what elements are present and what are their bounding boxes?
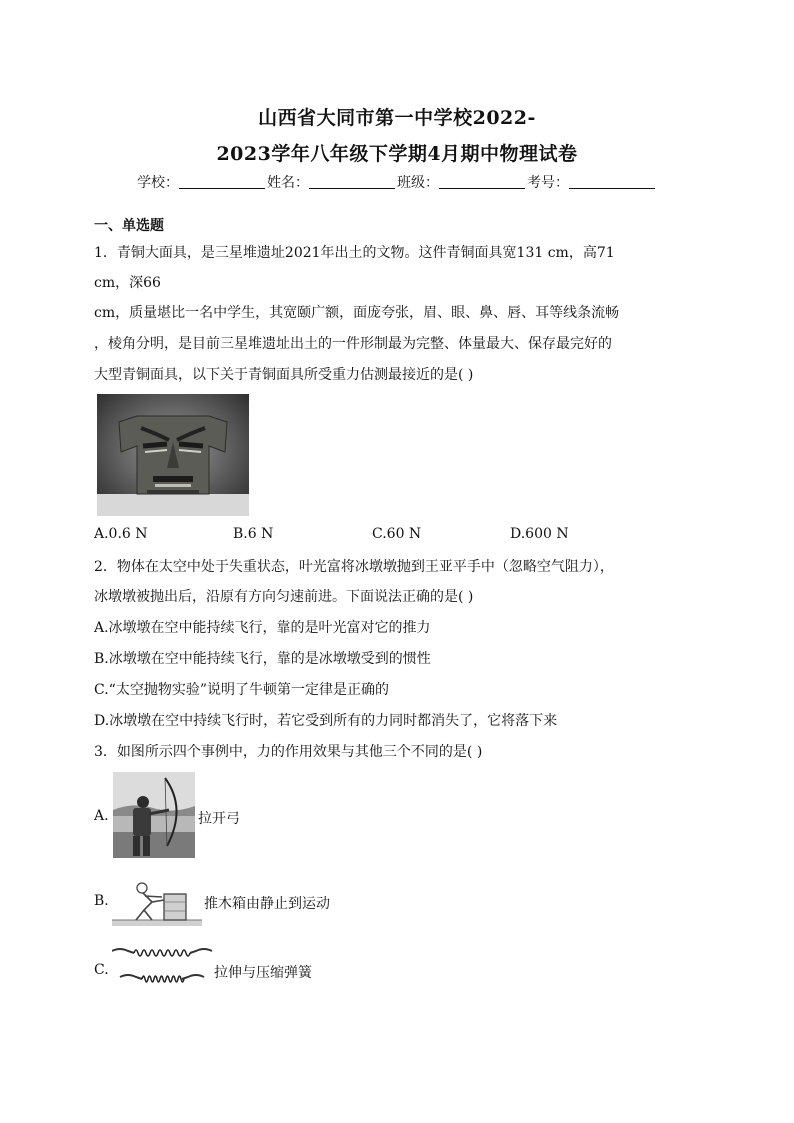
student-info-fields (0, 172, 794, 192)
q1-line-1: 1．青铜大面具，是三星堆遗址2021年出土的文物。这件青铜面具宽131 cm，高71 (94, 245, 615, 261)
q1-line-2: cm，深66 (94, 275, 161, 291)
q3-stem: 3．如图所示四个事例中，力的作用效果与其他三个不同的是( ) (94, 744, 483, 760)
field-exam-number: 考号： (527, 172, 657, 192)
q1-option-c[interactable]: C.60 N (372, 526, 422, 542)
q1-line-3: cm，质量堪比一名中学生，其宽颐广额，面庞夸张，眉、眼、鼻、唇、耳等线条流畅 (94, 305, 620, 321)
q2-line-1: 2．物体在太空中处于失重状态，叶光富将冰墩墩抛到王亚平手中（忽略空气阻力）， (94, 559, 614, 575)
section-heading: 一、单选题 (94, 218, 164, 234)
q3-option-a-letter[interactable]: A. (94, 808, 109, 824)
q1-option-d[interactable]: D.600 N (510, 526, 569, 542)
q2-line-2: 冰墩墩被抛出后，沿原有方向匀速前进。下面说法正确的是( ) (94, 589, 474, 605)
q3-option-b-letter[interactable]: B. (94, 893, 109, 909)
push-box-image (112, 878, 202, 928)
q1-option-b[interactable]: B.6 N (233, 526, 274, 542)
q1-line-4: ，棱角分明，是目前三星堆遗址出土的一件形制最为完整、体量最大、保存最完好的 (94, 336, 612, 352)
q2-option-a[interactable]: A.冰墩墩在空中能持续飞行，靠的是叶光富对它的推力 (94, 620, 431, 636)
field-name: 姓名： (267, 172, 397, 192)
q3-option-c-letter[interactable]: C. (94, 962, 109, 978)
spring-image (112, 943, 212, 993)
q2-option-b[interactable]: B.冰墩墩在空中能持续飞行，靠的是冰墩墩受到的惯性 (94, 651, 431, 667)
field-school: 学校： (137, 172, 267, 192)
q3-option-a-text: 拉开弓 (198, 811, 240, 827)
field-class: 班级： (397, 172, 527, 192)
q2-option-d[interactable]: D.冰墩墩在空中持续飞行时，若它受到所有的力同时都消失了，它将落下来 (94, 713, 558, 729)
title-line-2: 2023学年八年级下学期4月期中物理试卷 (216, 143, 578, 165)
q2-option-c[interactable]: C.“太空抛物实验”说明了牛顿第一定律是正确的 (94, 682, 389, 698)
archer-image (113, 772, 195, 858)
q3-option-b-text: 推木箱由静止到运动 (204, 896, 330, 912)
title-line-1: 山西省大同市第一中学校2022- (258, 107, 536, 129)
bronze-mask-image (97, 394, 249, 516)
q3-option-c-text: 拉伸与压缩弹簧 (214, 965, 312, 981)
q1-line-5: 大型青铜面具，以下关于青铜面具所受重力估测最接近的是( ) (94, 367, 474, 383)
q1-option-a[interactable]: A.0.6 N (94, 526, 148, 542)
